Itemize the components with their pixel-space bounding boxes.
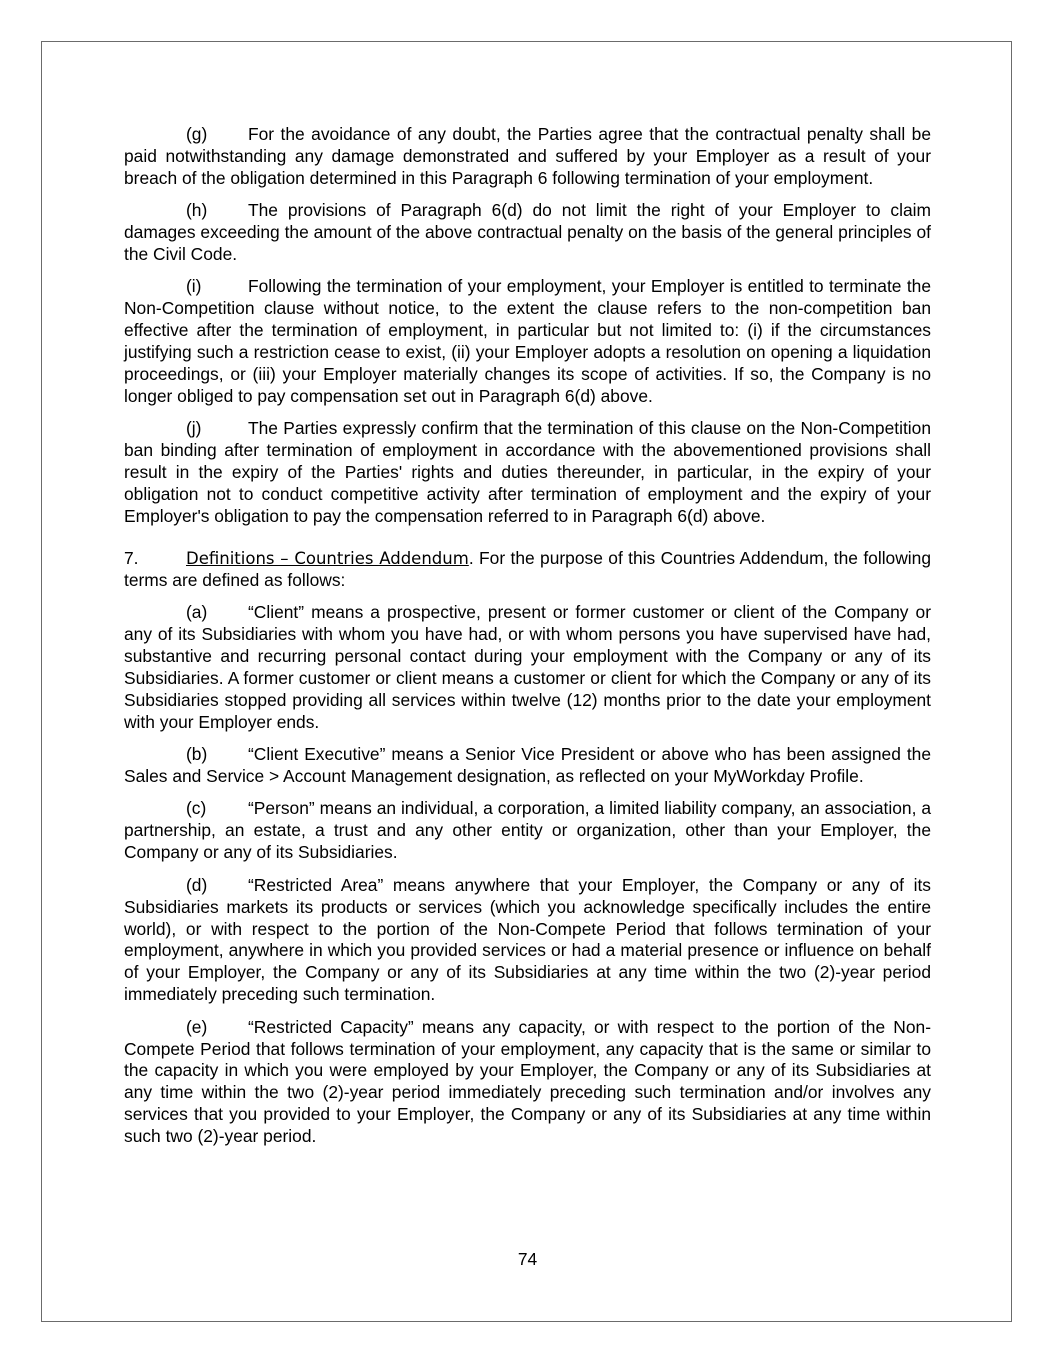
paragraph-6h <box>124 200 931 266</box>
paragraph-text: The provisions of Paragraph 6(d) do not limit the right of your Employer to claim damages exceeding the amount of the above contractual penalty on the basis of the general principles of the Civil Code. <box>124 200 931 265</box>
definition-text: “Person” means an individual, a corporation, a limited liability company, an association, a partnership, an estate, a trust and any other entity or organization, other than your Employer, the Company or any of its Subsidiaries. <box>124 798 931 863</box>
section-intro: . For the purpose of this Countries Addendum, the following terms are defined as follows: <box>124 547 931 590</box>
definition-text: “Restricted Capacity” means any capacity, or with respect to the portion of the Non-Compete Period that follows termination of your employment, any capacity that is the same or similar to the capacity in which you were employed by your Employer, the Company or any of its Subsidiaries at any time within the two (2)-year period immediately preceding such termination and/or involves any services that you provided to your Employer, the Company or any of its Subsidiaries at any time within such two (2)-year period. <box>124 1016 931 1147</box>
paragraph-text: Following the termination of your employment, your Employer is entitled to terminate the Non-Competition clause without notice, to the extent the clause refers to the non-competition ban effective after the termination of employment, in particular but not limited to: (i) if the circumstances justifying such a restriction cease to exist, (ii) your Employer adopts a resolution on opening a liquidation proceedings, or (iii) your Employer materially changes its scope of activities. If so, the Company is no longer obliged to pay compensation set out in Paragraph 6(d) above. <box>124 276 931 406</box>
document-body <box>124 124 931 1159</box>
paragraph-6g <box>124 124 931 190</box>
definition-label: (a) <box>186 602 208 623</box>
section-number: 7. <box>124 547 139 568</box>
definition-label: (b) <box>186 744 208 765</box>
page-number: 74 <box>517 1249 538 1269</box>
paragraph-label: (g) <box>186 124 208 144</box>
section-7-heading <box>124 548 931 592</box>
definition-c <box>124 798 931 864</box>
definition-a <box>124 602 931 733</box>
definition-label: (d) <box>186 874 208 895</box>
section-title: Definitions – Countries Addendum <box>186 548 469 568</box>
paragraph-6j <box>124 418 931 528</box>
definition-text: “Client Executive” means a Senior Vice President or above who has been assigned the Sales and Service > Account Management designation, as reflected on your MyWorkday Profile. <box>124 744 931 787</box>
paragraph-label: (j) <box>186 418 202 439</box>
definition-text: “Client” means a prospective, present or former customer or client of the Company or any of its Subsidiaries with whom you have had, or with whom persons you have supervised have had, substantive and recurring personal contact during your employment with the Company or any of its Subsidiaries. A former customer or client means a customer or client for which the Company or any of its Subsidiaries stopped providing all services within twelve (12) months prior to the date your employment with your Employer ends. <box>124 602 931 732</box>
paragraph-text: For the avoidance of any doubt, the Parties agree that the contractual penalty shall be paid notwithstanding any damage demonstrated and suffered by your Employer as a result of your breach of the obligation determined in this Paragraph 6 following termination of your employment. <box>124 124 931 188</box>
definition-label: (c) <box>186 798 207 819</box>
definition-d <box>124 875 931 1006</box>
definition-e <box>124 1017 931 1148</box>
paragraph-6i <box>124 276 931 407</box>
paragraph-label: (i) <box>186 276 202 297</box>
definition-label: (e) <box>186 1016 208 1037</box>
definition-text: “Restricted Area” means anywhere that your Employer, the Company or any of its Subsidiaries markets its products or services (which you acknowledge specifically includes the entire world), or with respect to the portion of the Non-Compete Period that follows termination of your employment, anywhere in which you provided services or had a material presence or influence on behalf of your Employer, the Company or any of its Subsidiaries at any time within the two (2)-year period immediately preceding such termination. <box>124 874 931 1005</box>
paragraph-label: (h) <box>186 200 208 221</box>
paragraph-text: The Parties expressly confirm that the termination of this clause on the Non-Competition ban binding after termination of employment in accordance with the abovementioned provisions shall result in the expiry of the Parties' rights and duties thereunder, in particular, in the expiry of your obligation not to conduct competitive activity after termination of employment and the expiry of your Employer's obligation to pay the compensation referred to in Paragraph 6(d) above. <box>124 418 931 526</box>
definition-b <box>124 744 931 788</box>
